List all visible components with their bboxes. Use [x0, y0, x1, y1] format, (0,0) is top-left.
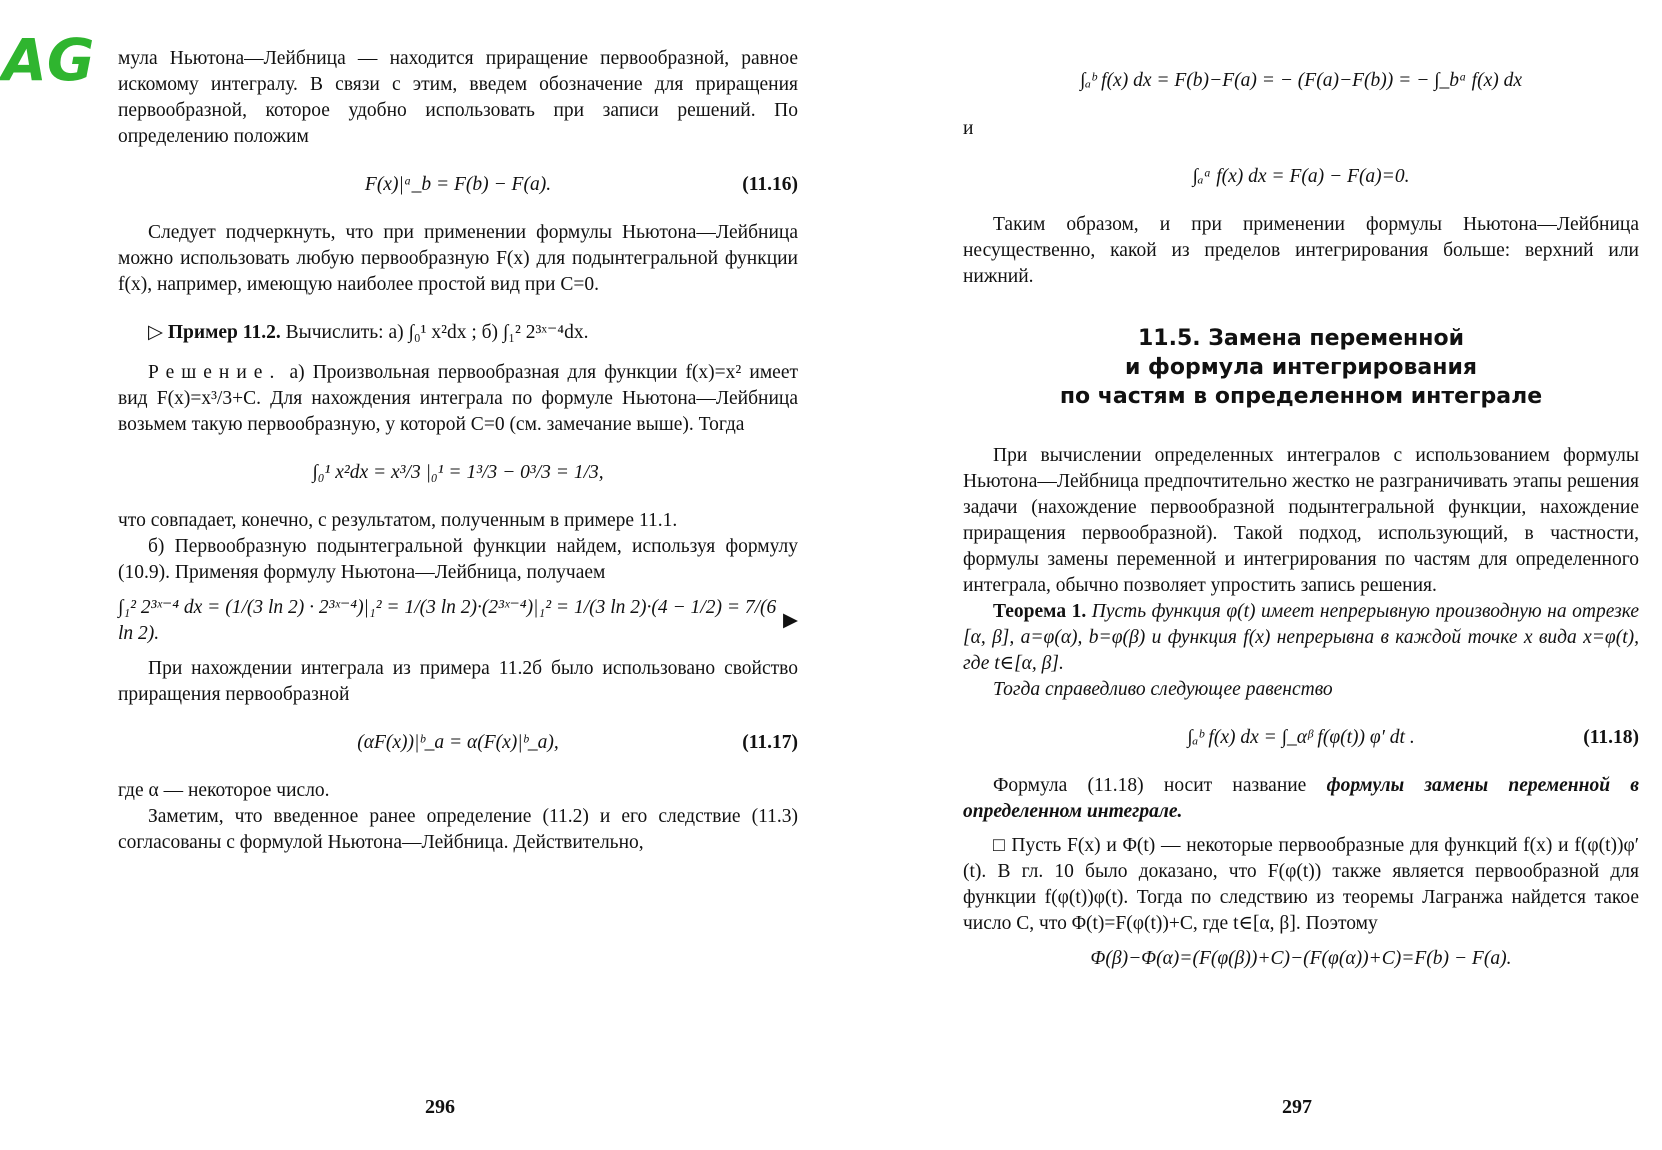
svg-text:AG: AG: [2, 26, 95, 94]
formula-name-lead: Формула (11.18) носит название: [993, 775, 1307, 796]
formula-equal-limits: [963, 142, 1639, 212]
paragraph-property: При нахождении интеграла из примера 11.2б было использовано свойство приращения первообразной: [118, 658, 798, 705]
formula-name-term: формулы замены переменной в определенном интеграле.: [963, 775, 1640, 822]
proof-text: Пусть F(x) и Φ(t) — некоторые первообразные для функций f(x) и f(φ(t))φ′(t). В гл. 10 было доказано, что F(φ(t)) также является первообразной для функции f(φ(t))φ(t). Тогда по следствию из теоремы Лагранжа найдется такое число C, что Φ(t)=F(φ(t))+C, где t∈[α, β]. Поэтому: [963, 835, 1639, 934]
theorem-label: Теорема 1.: [993, 601, 1087, 622]
and-word: и: [963, 118, 974, 139]
solution-b: б) Первообразную подынтегральной функции найдем, используя формулу (10.9). Применяя формулу Ньютона—Лейбница, получаем: [118, 536, 798, 583]
formula-expr: Φ(β)−Φ(α)=(F(φ(β))+C)−(F(φ(α))+C)=F(b) − F(a).: [1090, 948, 1512, 969]
formula-expr: ∫ₐᵇ f(x) dx = F(b)−F(a) = − (F(a)−F(b)) = − ∫_bᵃ f(x) dx: [1079, 70, 1523, 91]
paragraph-note: Следует подчеркнуть, что при применении формулы Ньютона—Лейбница можно использовать любую первообразную F(x) для подынтегральной функции f(x), например, имеющую наиболее простой вид при C=0.: [118, 222, 798, 295]
formula-integral-x2: [118, 438, 798, 508]
formula-11-18: [963, 703, 1639, 773]
theorem-1: [963, 599, 1639, 677]
formula-expr: F(x)|ᵃ_b = F(b) − F(a).: [364, 174, 552, 195]
paragraph-formula-name: [963, 773, 1639, 825]
formula-integral-2pow: [118, 586, 798, 656]
proof-square-icon: □: [993, 835, 1006, 856]
paragraph-match: что совпадает, конечно, с результатом, полученным в примере 11.1.: [118, 510, 678, 531]
page-number-left: 296: [425, 1096, 455, 1118]
formula-expr: (αF(x))|ᵇ_a = α(F(x)|ᵇ_a),: [357, 732, 559, 753]
paragraph-approach: При вычислении определенных интегралов с использованием формулы Ньютона—Лейбница предпочтительно жестко не разграничивать этапы решения задачи (нахождение первообразной подынтегральной функции, нахождение приращения первообразной). Такой подход, использующий, в частности, формулы замены переменной и интегрирования по частям для определенного интеграла, обычно позволяет упростить запись решения.: [963, 445, 1639, 596]
ag-logo: [0, 22, 95, 94]
page-number-right: 297: [1282, 1096, 1312, 1118]
formula-11-17: [118, 708, 798, 778]
example-11-2: [118, 320, 798, 346]
formula-number: (11.16): [742, 174, 798, 195]
left-page: [118, 46, 798, 856]
paragraph-conclusion: Таким образом, и при применении формулы Ньютона—Лейбница несущественно, какой из пределов интегрирования больше: верхний или нижний.: [963, 214, 1639, 287]
theorem-text: Пусть функция φ(t) имеет непрерывную производную на отрезке [α, β], a=φ(α), b=φ(β) и функция f(x) непрерывна в каждой точке x вида x=φ(t), где t∈[α, β].: [963, 601, 1640, 674]
heading-line: по частям в определенном интеграле: [1059, 384, 1543, 409]
solution-a-text: а) Произвольная первообразная для функции f(x)=x² имеет вид F(x)=x³/3+C. Для нахождения интеграла по формуле Ньютона—Лейбница возьмем такую первообразную, у которой C=0 (см. замечание выше). Тогда: [118, 362, 798, 435]
heading-line: 11.5. Замена переменной: [1137, 326, 1464, 351]
solution-word: Решение.: [148, 362, 282, 383]
formula-swap-limits: [963, 46, 1639, 116]
formula-number: (11.17): [742, 732, 798, 753]
triangle-icon: ▷: [148, 322, 163, 343]
formula-expr: ∫ₐᵃ f(x) dx = F(a) − F(a)=0.: [1192, 166, 1410, 187]
heading-line: и формула интегрирования: [1124, 355, 1478, 380]
formula-expr: ∫₀¹ x²dx = x³/3 |₀¹ = 1³/3 − 0³/3 = 1/3,: [312, 462, 604, 483]
example-label: Пример 11.2.: [167, 322, 281, 343]
formula-number: (11.18): [1583, 727, 1639, 748]
paragraph-remark: Заметим, что введенное ранее определение (11.2) и его следствие (11.3) согласованы с формулой Ньютона—Лейбница. Действительно,: [118, 806, 798, 853]
paragraph-intro: мула Ньютона—Лейбница — находится приращение первообразной, равное искомому интегралу. В связи с этим, введем обозначение для приращения первообразной, которое удобно использовать при записи решений. По определению положим: [118, 48, 798, 147]
end-marker-icon: ▶: [783, 610, 798, 631]
formula-phi-diff: [963, 937, 1639, 981]
example-task: Вычислить: а) ∫₀¹ x²dx ; б) ∫₁² 2³ˣ⁻⁴dx.: [285, 322, 589, 343]
formula-expr: ∫ₐᵇ f(x) dx = ∫_αᵝ f(φ(t)) φ′ dt .: [1187, 727, 1415, 748]
proof: [963, 833, 1639, 937]
right-page: [963, 46, 1639, 981]
section-heading-11-5: [963, 324, 1639, 411]
solution-a: [118, 360, 798, 438]
formula-11-16: [118, 150, 798, 220]
theorem-then: Тогда справедливо следующее равенство: [993, 679, 1333, 700]
formula-expr: ∫₁² 2³ˣ⁻⁴ dx = (1/(3 ln 2) · 2³ˣ⁻⁴)|₁² = 1/(3 ln 2)·(2³ˣ⁻⁴)|₁² = 1/(3 ln 2)·(4 − 1/2) = 7/(6 ln 2).: [118, 597, 777, 644]
paragraph-alpha: где α — некоторое число.: [118, 780, 330, 801]
